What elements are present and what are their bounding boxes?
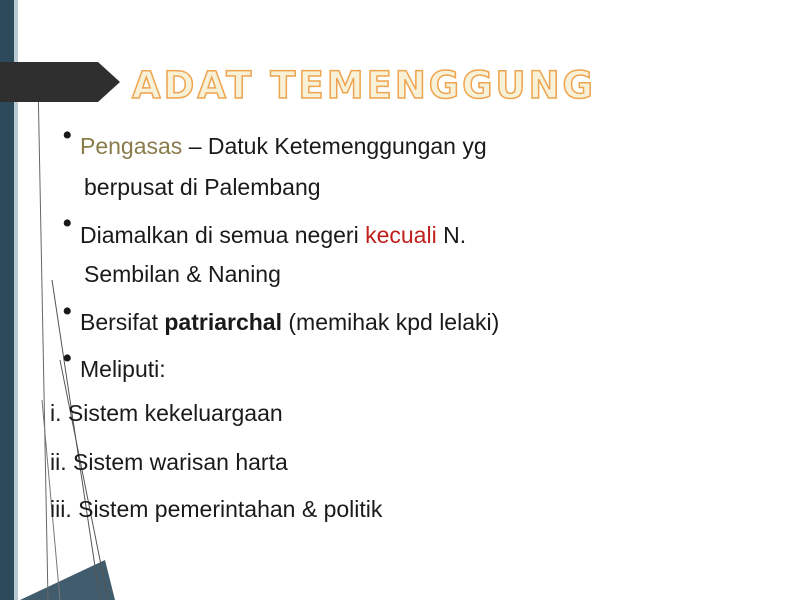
sublist-item-3: iii. Sistem pemerintahan & politik <box>50 496 383 522</box>
bullet-1-line-2: berpusat di Palembang <box>84 174 321 200</box>
bullet-2-post: N. <box>436 222 467 248</box>
bullet-3-post: (memihak kpd lelaki) <box>281 309 500 335</box>
bullet-2-line-1 <box>80 222 466 249</box>
bullet-1-rest: – Datuk Ketemenggungan yg <box>182 133 487 159</box>
bullet-dot: • <box>62 342 73 375</box>
bullet-dot: • <box>62 207 73 240</box>
bullet-1-line-1 <box>80 133 487 160</box>
slide-title: ADAT TEMENGGUNG <box>132 64 596 107</box>
bullet-4-line: Meliputi: <box>80 356 166 382</box>
title-arrow-shape <box>0 62 120 102</box>
bullet-3-pre: Bersifat <box>80 309 165 335</box>
bullet-2-highlight: kecuali <box>365 222 437 248</box>
bullet-3-line <box>80 309 499 336</box>
sublist-item-2: ii. Sistem warisan harta <box>50 449 288 475</box>
bullet-3-bold: patriarchal <box>164 309 282 335</box>
bullet-dot: • <box>62 119 73 152</box>
sublist-item-1: i. Sistem kekeluargaan <box>50 400 283 426</box>
bullet-1-key: Pengasas <box>80 133 183 159</box>
bullet-2-line-2: Sembilan & Naning <box>84 261 281 287</box>
bullet-dot: • <box>62 295 73 328</box>
bullet-2-pre: Diamalkan di semua negeri <box>80 222 366 248</box>
